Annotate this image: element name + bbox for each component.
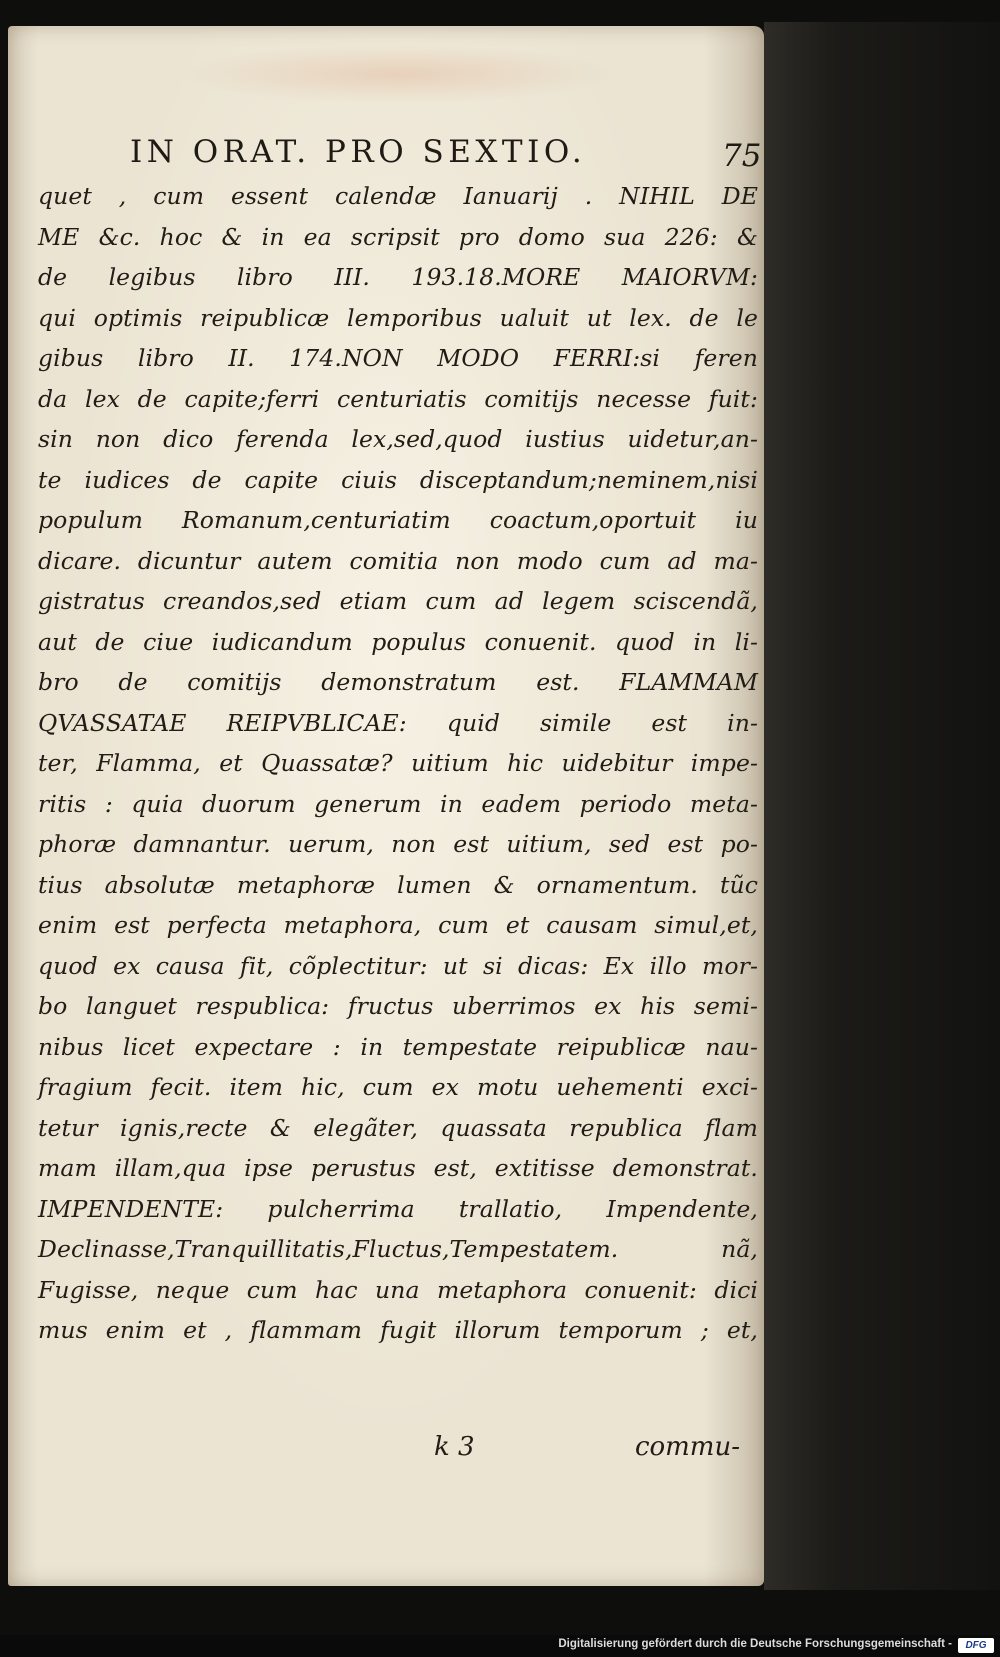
text-line: enim est perfecta metaphora, cum et causam simul,et, — [38, 911, 758, 939]
text-line: aut de ciue iudicandum populus conuenit. quod in li- — [38, 627, 758, 656]
folio-number: 75 — [722, 138, 762, 174]
text-line: quet , cum essent calendæ Ianuarij . NIHIL DE — [38, 182, 758, 210]
text-line: gistratus creandos,sed etiam cum ad legem sciscendã, — [38, 587, 758, 615]
text-line: gibus libro II. 174.NON MODO FERRI:si feren — [38, 344, 758, 372]
text-line: da lex de capite;ferri centuriatis comitijs necesse fuit: — [38, 384, 758, 413]
text-line: populum Romanum,centuriatim coactum,oportuit iu — [38, 506, 758, 534]
text-line: ter, Flamma, et Quassatæ? uitium hic uidebitur impe- — [38, 749, 758, 777]
text-line: tetur ignis,recte & elegãter, quassata republica flam — [38, 1113, 758, 1142]
text-line: ME &c. hoc & in ea scripsit pro domo sua 226: & — [38, 222, 758, 251]
text-line: de legibus libro III. 193.18.MORE MAIORVM: — [38, 263, 758, 291]
dfg-logo-icon: DFG — [958, 1638, 994, 1653]
text-line: QVASSATAE REIPVBLICAE: quid simile est in- — [38, 708, 758, 737]
text-line: ritis : quia duorum generum in eadem periodo meta- — [38, 789, 758, 818]
text-line: quod ex causa fit, cõplectitur: ut si dicas: Ex illo mor- — [38, 951, 758, 980]
page-catchline — [420, 1432, 760, 1472]
text-line: mam illam,qua ipse perustus est, extitisse demonstrat. — [38, 1154, 758, 1182]
catchword: commu- — [634, 1432, 740, 1462]
text-line: Fugisse, neque cum hac una metaphora conuenit: dici — [38, 1275, 758, 1304]
text-line: sin non dico ferenda lex,sed,quod iustius uidetur,an- — [38, 425, 758, 453]
text-line: nibus licet expectare : in tempestate reipublicæ nau- — [38, 1032, 758, 1061]
running-head: IN ORAT. PRO SEXTIO. — [130, 134, 587, 170]
text-line: fragium fecit. item hic, cum ex motu uehementi exci- — [38, 1073, 758, 1101]
funding-credit: Digitalisierung gefördert durch die Deutsche Forschungsgemeinschaft - — [558, 1638, 952, 1650]
text-line: te iudices de capite ciuis disceptandum;neminem,nisi — [38, 465, 758, 494]
text-line: IMPENDENTE: pulcherrima trallatio, Impendente, — [38, 1194, 758, 1223]
text-line: dicare. dicuntur autem comitia non modo cum ad ma- — [38, 546, 758, 575]
paper-stain — [178, 44, 618, 104]
text-line: tius absolutæ metaphoræ lumen & ornamentum. tũc — [38, 870, 758, 899]
facing-page-edge — [764, 22, 1000, 1590]
signature-mark: k 3 — [434, 1432, 475, 1462]
text-line: bo languet respublica: fructus uberrimos ex his semi- — [38, 992, 758, 1020]
text-block — [38, 176, 758, 1351]
digitization-footer — [0, 1635, 1000, 1657]
text-line: phoræ damnantur. uerum, non est uitium, sed est po- — [38, 830, 758, 858]
text-line: mus enim et , flammam fugit illorum temporum ; et, — [38, 1316, 758, 1344]
text-line: qui optimis reipublicæ lemporibus ualuit ut lex. de le — [38, 303, 758, 332]
page-header — [30, 134, 770, 180]
text-line: Declinasse,Tranquillitatis,Fluctus,Tempestatem. nã, — [38, 1235, 758, 1263]
text-line: bro de comitijs demonstratum est. FLAMMAM — [38, 668, 758, 696]
